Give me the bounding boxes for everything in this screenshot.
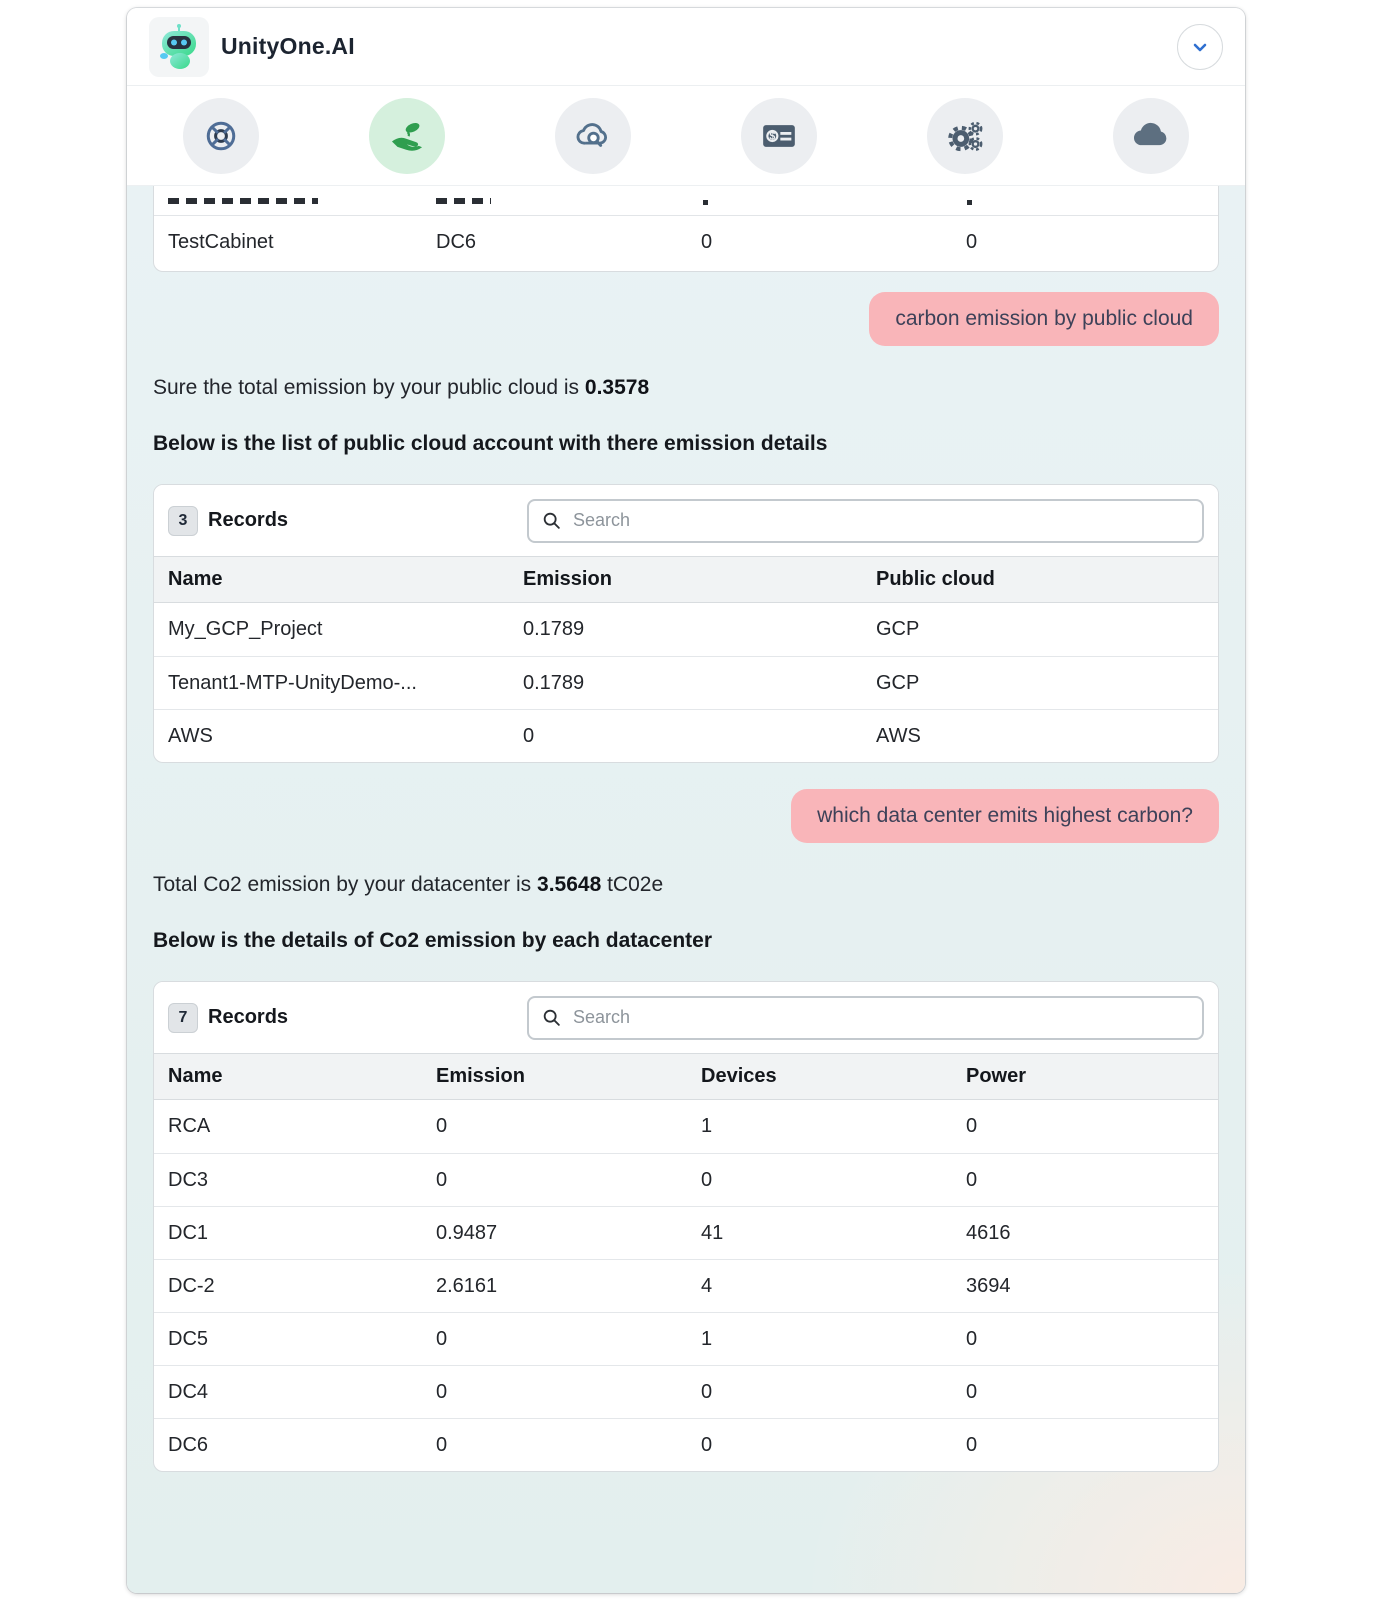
table-search[interactable]: [527, 499, 1204, 543]
scrolled-table-card: [153, 186, 1219, 272]
billing-invoice-icon: [759, 116, 799, 156]
bot-reply-value: 3.5648: [537, 873, 602, 896]
cell-devices: 4: [701, 1274, 713, 1297]
collapse-button[interactable]: [1177, 24, 1223, 70]
cell-emission: 0.9487: [436, 1221, 498, 1244]
cell-emission: 2.6161: [436, 1274, 498, 1297]
clipped-text-fragment: [436, 198, 491, 204]
cell-power: 3694: [966, 1274, 1011, 1297]
cloud-search-icon: [574, 117, 612, 155]
robot-logo-icon: [155, 23, 203, 71]
cell-power: 0: [966, 1327, 978, 1350]
app-logo: [149, 17, 209, 77]
cell-devices: 0: [701, 1380, 713, 1403]
table-row[interactable]: [154, 1418, 1218, 1471]
bot-reply-text: [153, 873, 1219, 897]
cell-name: DC-2: [168, 1274, 215, 1297]
cell-name: DC6: [168, 1433, 209, 1456]
cell-value: 0: [966, 231, 978, 253]
column-header[interactable]: Name: [168, 1065, 223, 1087]
table-row[interactable]: [154, 1312, 1218, 1365]
search-icon: [541, 510, 563, 532]
bot-reply-heading: Below is the list of public cloud account with there emission details: [153, 432, 828, 455]
cell-name: DC3: [168, 1168, 209, 1191]
records-label: Records: [208, 509, 289, 531]
cell-power: 0: [966, 1115, 978, 1137]
search-icon: [541, 1007, 563, 1029]
billing-button[interactable]: [741, 98, 817, 174]
records-label: Records: [208, 1006, 289, 1028]
column-header[interactable]: Public cloud: [876, 568, 995, 590]
cell-public-cloud: AWS: [876, 724, 921, 747]
services-gears-icon: [945, 116, 985, 156]
lifebuoy-button[interactable]: [183, 98, 259, 174]
cell-public-cloud: GCP: [876, 618, 920, 640]
column-header[interactable]: Power: [966, 1065, 1027, 1087]
cell-devices: 1: [701, 1115, 713, 1137]
toolbar: [127, 86, 1245, 186]
column-header[interactable]: Emission: [436, 1065, 525, 1087]
cell-name: DC4: [168, 1380, 209, 1403]
cloud-button[interactable]: [1113, 98, 1189, 174]
cell-emission: 0: [436, 1115, 448, 1137]
bot-reply-value: 0.3578: [584, 376, 650, 399]
eco-hand-leaf-icon: [388, 117, 426, 155]
cell-name: AWS: [168, 724, 213, 747]
cloud-icon: [1131, 116, 1171, 156]
sustainability-button[interactable]: [369, 98, 445, 174]
cell-power: 0: [966, 1380, 978, 1403]
table-toolbar: [154, 485, 1218, 557]
cell-name: DC5: [168, 1327, 209, 1350]
table-row[interactable]: [154, 709, 1218, 762]
table-row[interactable]: [154, 1365, 1218, 1418]
cell-name: Tenant1-MTP-UnityDemo-...: [168, 671, 417, 694]
bot-reply-suffix: tC02e: [601, 873, 664, 896]
table-header-row: [154, 557, 1218, 603]
table-row[interactable]: [154, 1100, 1218, 1153]
cell-devices: 41: [701, 1221, 724, 1244]
lifebuoy-icon: [203, 118, 239, 154]
user-message-bubble: carbon emission by public cloud: [869, 292, 1219, 346]
app-title: UnityOne.AI: [221, 33, 355, 59]
cell-power: 0: [966, 1168, 978, 1191]
clipped-text-fragment: [168, 198, 318, 204]
cell-name: RCA: [168, 1115, 211, 1137]
cell-power: 4616: [966, 1221, 1011, 1244]
table-row[interactable]: [154, 603, 1218, 656]
cloud-search-button[interactable]: [555, 98, 631, 174]
user-message-row: [153, 789, 1219, 843]
table-toolbar: [154, 982, 1218, 1054]
user-message-row: [153, 292, 1219, 346]
cell-name: DC1: [168, 1221, 209, 1244]
clipped-row: [154, 186, 1218, 216]
bot-reply-prefix: Sure the total emission by your public cloud is: [153, 376, 585, 399]
clipped-text-fragment: [967, 200, 972, 205]
cell-emission: 0: [436, 1433, 448, 1456]
clipped-text-fragment: [703, 200, 708, 205]
chat-area: [127, 186, 1245, 1593]
cell-emission: 0: [523, 724, 535, 747]
panel-header: [127, 8, 1245, 86]
user-message-bubble: which data center emits highest carbon?: [791, 789, 1219, 843]
cell-emission: 0: [436, 1168, 448, 1191]
table-row[interactable]: [154, 656, 1218, 709]
cell-datacenter: DC6: [436, 231, 477, 253]
table-row[interactable]: [154, 1259, 1218, 1312]
chevron-down-icon: [1188, 35, 1212, 59]
cell-name: My_GCP_Project: [168, 618, 323, 640]
cell-devices: 0: [701, 1433, 713, 1456]
column-header[interactable]: Devices: [701, 1065, 777, 1087]
cell-value: 0: [701, 231, 713, 253]
cell-emission: 0: [436, 1380, 448, 1403]
bot-reply-prefix: Total Co2 emission by your datacenter is: [153, 873, 538, 896]
svg-text:$: $: [769, 130, 776, 143]
table-row[interactable]: [154, 1206, 1218, 1259]
cell-public-cloud: GCP: [876, 671, 920, 694]
cell-devices: 1: [701, 1327, 713, 1350]
records-count-badge: 3: [168, 506, 198, 536]
records-count-badge: 7: [168, 1003, 198, 1033]
table-search[interactable]: [527, 996, 1204, 1040]
public-cloud-table-card: [153, 484, 1219, 763]
bot-reply-heading: Below is the details of Co2 emission by each datacenter: [153, 929, 713, 952]
table-row[interactable]: [154, 1153, 1218, 1206]
services-button[interactable]: [927, 98, 1003, 174]
table-row[interactable]: [154, 216, 1218, 269]
datacenter-table-card: [153, 981, 1219, 1472]
search-input[interactable]: [573, 1007, 1190, 1028]
table-header-row: [154, 1054, 1218, 1100]
cell-emission: 0.1789: [523, 671, 585, 694]
cell-emission: 0.1789: [523, 618, 585, 640]
bot-reply-text: [153, 376, 1219, 400]
cell-emission: 0: [436, 1327, 448, 1350]
column-header[interactable]: Name: [168, 568, 223, 590]
chatbot-panel: [127, 8, 1245, 1593]
cell-power: 0: [966, 1433, 978, 1456]
cell-name: TestCabinet: [168, 231, 274, 253]
cell-devices: 0: [701, 1168, 713, 1191]
column-header[interactable]: Emission: [523, 568, 612, 590]
search-input[interactable]: [573, 510, 1190, 531]
